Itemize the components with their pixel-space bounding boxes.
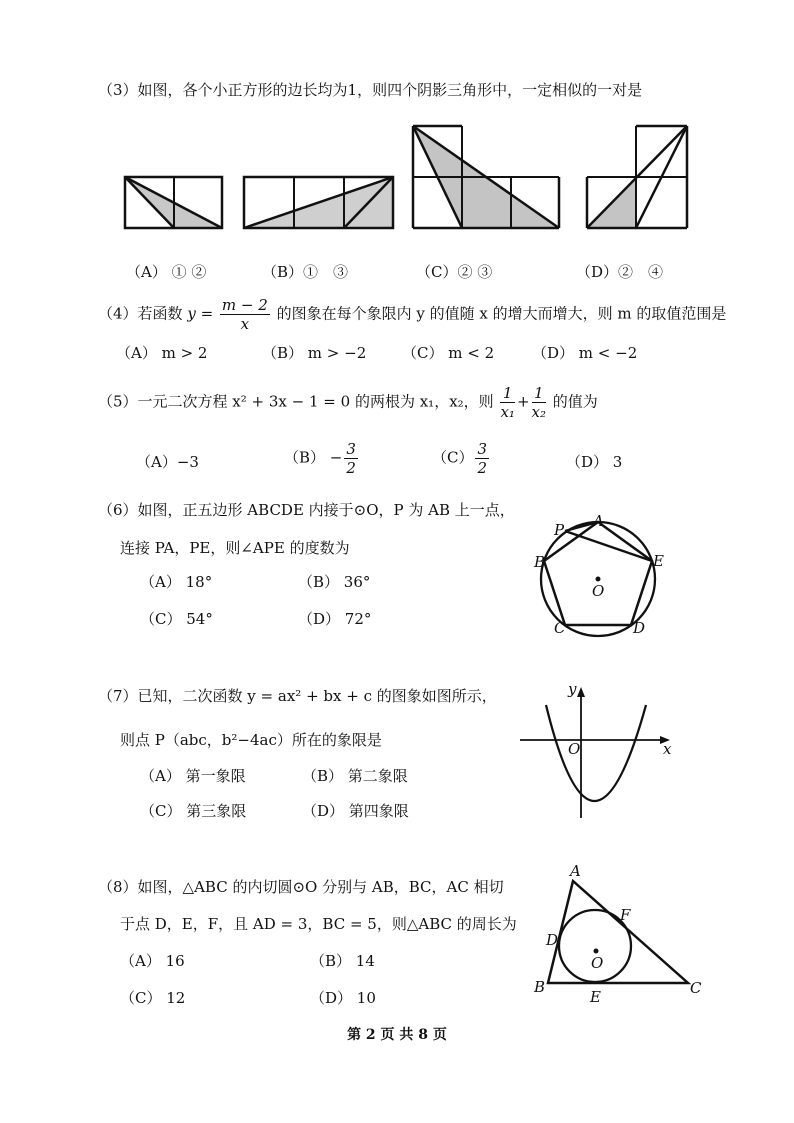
q5-option-b-den: 2 xyxy=(346,459,356,477)
q7-label-y: y xyxy=(568,680,577,698)
q5-option-b-label: （B） − xyxy=(284,448,343,467)
q4-stem xyxy=(98,296,726,333)
q8-line-1: （8）如图，△ABC 的内切圆⊙O 分别与 AB，BC，AC 相切 xyxy=(98,878,504,896)
q8-line-2: 于点 D，E，F，且 AD = 3，BC = 5，则△ABC 的周长为 xyxy=(120,915,517,933)
q8-option-a[interactable]: （A） 16 xyxy=(120,952,185,970)
q3-stem: （3）如图，各个小正方形的边长均为1，则四个阴影三角形中，一定相似的一对是 xyxy=(98,81,643,99)
q7-label-x: x xyxy=(663,740,672,758)
q4-option-c[interactable]: （C） m < 2 xyxy=(402,344,495,362)
q7-option-c[interactable]: （C） 第三象限 xyxy=(140,802,247,820)
q7-option-a[interactable]: （A） 第一象限 xyxy=(140,767,246,785)
q6-option-b[interactable]: （B） 36° xyxy=(298,573,371,591)
q5-option-a[interactable]: （A）−3 xyxy=(136,453,199,471)
q7-option-d[interactable]: （D） 第四象限 xyxy=(302,802,409,820)
q3-figure-2 xyxy=(243,176,395,230)
q6-label-d: D xyxy=(633,619,646,637)
q4-denominator: x xyxy=(240,315,250,333)
q4-numerator: m − 2 xyxy=(221,296,268,314)
q3-figure-1 xyxy=(124,176,224,230)
q8-option-c[interactable]: （C） 12 xyxy=(120,989,186,1007)
q6-option-d[interactable]: （D） 72° xyxy=(298,610,372,628)
q6-option-c[interactable]: （C） 54° xyxy=(140,610,213,628)
q8-option-b[interactable]: （B） 14 xyxy=(310,952,375,970)
q6-label-p: P xyxy=(554,521,565,539)
q4-option-d[interactable]: （D） m < −2 xyxy=(532,344,638,362)
q8-option-d[interactable]: （D） 10 xyxy=(310,989,376,1007)
q4-y-eq: y = xyxy=(187,304,214,323)
q8-label-f: F xyxy=(620,906,631,924)
q5-option-b-num: 3 xyxy=(346,440,356,458)
q5-plus: + xyxy=(516,392,530,411)
q5-option-b[interactable] xyxy=(284,440,360,477)
q8-label-a: A xyxy=(570,862,581,880)
q8-label-o: O xyxy=(591,954,604,972)
q6-line-2: 连接 PA，PE，则∠APE 的度数为 xyxy=(120,539,350,557)
q5-den1: x₁ xyxy=(500,403,515,421)
q5-fraction-1 xyxy=(500,384,514,421)
q5-option-d[interactable]: （D） 3 xyxy=(566,453,623,471)
q5-suffix: 的值为 xyxy=(552,392,598,411)
q3-option-d[interactable]: （D）② ④ xyxy=(576,263,664,281)
q4-prefix: （4）若函数 xyxy=(98,304,183,323)
q6-label-b: B xyxy=(534,553,546,571)
q3-option-c[interactable]: （C）② ③ xyxy=(416,263,493,281)
q5-stem xyxy=(98,384,598,421)
q7-label-o: O xyxy=(568,740,581,758)
q8-label-e: E xyxy=(590,988,601,1006)
q4-option-a[interactable]: （A） m > 2 xyxy=(116,344,208,362)
q5-num1: 1 xyxy=(500,384,514,403)
q5-prefix: （5）一元二次方程 x² + 3x − 1 = 0 的两根为 x₁，x₂，则 xyxy=(98,392,494,411)
q4-fraction xyxy=(220,296,270,333)
q3-option-a[interactable]: （A） ① ② xyxy=(126,263,207,281)
q8-label-c: C xyxy=(690,979,702,997)
q7-option-b[interactable]: （B） 第二象限 xyxy=(302,767,408,785)
q8-label-d: D xyxy=(546,931,559,949)
q7-line-2: 则点 P（abc，b²−4ac）所在的象限是 xyxy=(120,731,382,749)
q5-option-c-label: （C） xyxy=(432,448,474,467)
q3-figure-4 xyxy=(586,125,690,231)
q6-label-c: C xyxy=(554,619,566,637)
q8-figure xyxy=(528,862,710,1004)
q6-label-e: E xyxy=(653,552,664,570)
q6-label-a: A xyxy=(593,512,604,530)
q6-figure xyxy=(536,505,676,640)
q5-num2: 1 xyxy=(532,384,546,403)
q6-line-1: （6）如图，正五边形 ABCDE 内接于⊙O，P 为 AB 上一点， xyxy=(98,501,515,519)
q3-option-b[interactable]: （B）① ③ xyxy=(262,263,349,281)
q4-suffix: 的图象在每个象限内 y 的值随 x 的增大而增大，则 m 的取值范围是 xyxy=(276,304,727,323)
q5-option-c[interactable] xyxy=(432,440,491,477)
q7-line-1: （7）已知，二次函数 y = ax² + bx + c 的图象如图所示， xyxy=(98,687,497,705)
q5-den2: x₂ xyxy=(531,403,546,421)
q8-label-b: B xyxy=(534,978,546,996)
q5-fraction-2 xyxy=(532,384,546,421)
q6-label-o: O xyxy=(592,582,605,600)
q7-figure xyxy=(520,680,680,823)
q5-option-c-den: 2 xyxy=(477,459,488,477)
q3-figure-3 xyxy=(412,125,562,231)
q6-option-a[interactable]: （A） 18° xyxy=(140,573,213,591)
q5-option-c-num: 3 xyxy=(477,440,488,458)
page-number: 第 2 页 共 8 页 xyxy=(347,1027,447,1043)
q4-option-b[interactable]: （B） m > −2 xyxy=(262,344,367,362)
